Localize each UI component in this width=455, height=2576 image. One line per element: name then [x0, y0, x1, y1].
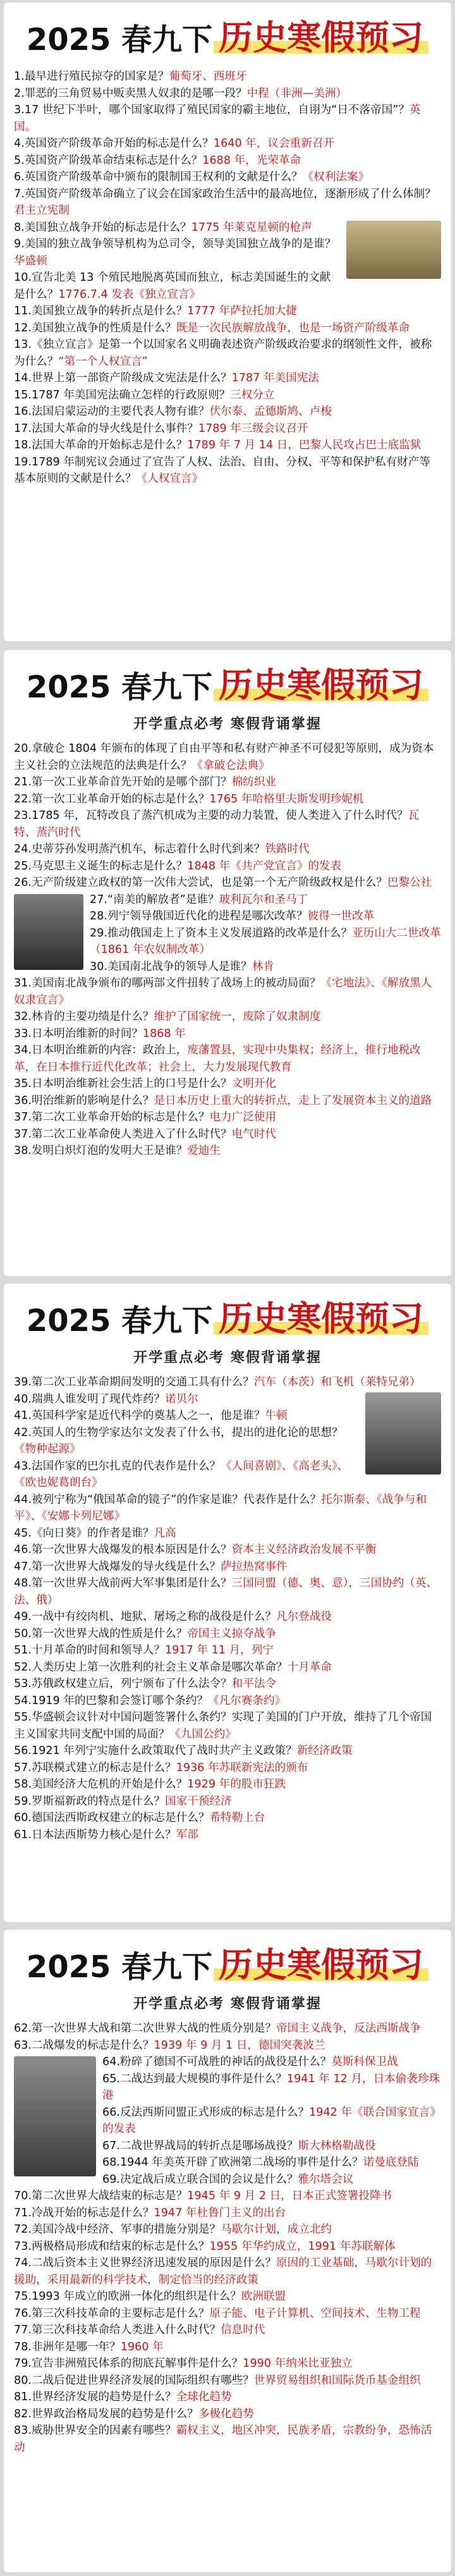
battle-painting-image: [346, 221, 441, 279]
question-text: 3.17 世纪下半叶，哪个国家取得了殖民国家的霸主地位，自诩为“日不落帝国”？: [14, 104, 410, 116]
question-item: [14, 370, 441, 387]
answer-text: 电力广泛使用: [209, 1111, 277, 1124]
question-text: 24.史蒂芬孙发明蒸汽机车，标志着什么时代到来？: [14, 843, 265, 856]
question-text: 1.最早进行殖民掠夺的国家是？: [14, 70, 169, 83]
answer-text: 《人间喜剧》、《高老头》、《欧也妮葛朗台》: [14, 1459, 349, 1489]
answer-text: 资本主义经济政治发展不平衡: [231, 1543, 377, 1556]
answer-text: 希特勒上台: [209, 1812, 265, 1824]
question-item: [14, 1642, 441, 1659]
answer-text: 1776.7.4 发表《独立宣言》: [58, 288, 201, 301]
question-text: 54.1919 年的巴黎和会签订哪个条约？: [14, 1694, 209, 1707]
answer-text: 凡高: [154, 1526, 176, 1540]
question-item: [14, 387, 441, 404]
question-text: 74.二战后资本主义世界经济迅速发展的原因是什么？: [14, 2257, 277, 2269]
answer-text: 1789 年 7 月 14 日，巴黎人民攻占巴士底监狱: [187, 439, 422, 451]
question-item: [14, 1776, 441, 1793]
question-text: 12.美国独立战争的性质是什么？: [14, 321, 176, 334]
answer-text: 君主立宪制: [14, 204, 70, 217]
question-item: [14, 1542, 441, 1559]
question-text: 62.第一次世界大战和第二次世界大战的性质分别是？: [14, 2022, 277, 2035]
page-title: [14, 666, 441, 704]
answer-text: 牛顿: [265, 1409, 288, 1422]
question-text: 25.马克思主义诞生的标志是什么？: [14, 859, 188, 873]
answer-text: 莫斯科保卫战: [331, 2056, 398, 2068]
answer-text: 彼得一世改革: [307, 910, 375, 923]
answer-text: 《物种起源》: [14, 1443, 81, 1456]
question-text: 39.第二次工业革命期间发明的交通工具有什么？: [14, 1376, 254, 1389]
question-item: [14, 420, 441, 438]
question-text: 61.日本法西斯势力核心是什么？: [14, 1828, 176, 1841]
page-title: [14, 1946, 441, 1984]
question-item: [14, 1143, 441, 1160]
question-text: 20.拿破仑 1804 年颁布的体现了自由平等和私有财产神圣不可侵犯等原则，成为资本主义社会的立法规范的法典是什么？: [14, 742, 434, 772]
question-text: 76.第三次科技革命的主要标志是什么？: [14, 2307, 210, 2320]
question-item: [14, 320, 441, 337]
title-year: 2025 春九下: [26, 1303, 213, 1339]
answer-text: 1775 年莱克星顿的枪声: [191, 221, 312, 234]
question-text: 83.威胁世界安全的因素有哪些？: [14, 2424, 176, 2437]
answer-text: 和平法令: [231, 1677, 277, 1690]
question-item: [14, 186, 441, 219]
answer-text: 托尔斯泰、《战争与和平》、《安娜卡列尼娜》: [14, 1493, 427, 1523]
question-item: [14, 2339, 441, 2356]
question-item: [14, 102, 441, 135]
question-item: [14, 1026, 441, 1043]
question-item: [14, 454, 441, 488]
question-text: 6.英国资产阶级革命中颁布的限制国王权利的文献是什么？: [14, 171, 303, 183]
question-text: 57.苏联模式建立的标志是什么？: [14, 1761, 176, 1774]
question-text: 32.林肯的主要功绩是什么？: [14, 1010, 154, 1023]
question-text: 16.法国启蒙运动的主要代表人物有谁？: [14, 405, 210, 418]
question-text: 79.宣告非洲殖民体系的彻底瓦解事件是什么？: [14, 2357, 243, 2370]
question-text: 41.英国科学家是近代科学的奠基人之一，他是谁？: [14, 1409, 265, 1422]
answer-text: 信息时代: [221, 2324, 265, 2336]
question-text: 45.《向日葵》的作者是谁？: [14, 1526, 154, 1540]
answer-text: 1765 年哈格里夫斯发明珍妮机: [209, 792, 364, 806]
title-main: 历史寒假预习: [214, 19, 428, 57]
answer-text: 世界贸易组织和国际货币基金组织: [253, 2374, 421, 2387]
question-item: [14, 403, 441, 420]
answer-text: 玻利瓦尔和圣马丁: [219, 893, 308, 906]
question-text: 13.《独立宣言》是第一个以国家名义明确表述资产阶级政治要求的纲领性文件，被称为什么？: [14, 338, 432, 368]
question-text: 66.反法西斯同盟正式形成的标志是什么？: [102, 2106, 310, 2119]
question-text: 67.二战世界战局的转折点是哪场战役？: [102, 2139, 298, 2152]
question-item: [14, 1693, 441, 1710]
question-text: 58.美国经济大危机的开始是什么？: [14, 1778, 188, 1791]
title-year: 2025 春九下: [26, 670, 213, 705]
question-item: [14, 975, 441, 1009]
question-item: [14, 1810, 441, 1827]
answer-text: 亚历山大二世改革（1861 年农奴制改革）: [90, 926, 441, 956]
question-item: [14, 2020, 441, 2037]
answer-text: 伏尔泰、孟德斯鸠、卢梭: [209, 405, 332, 418]
question-item: [14, 1109, 441, 1126]
question-item: [14, 1126, 441, 1143]
question-list: [14, 2020, 441, 2456]
title-main: 历史寒假预习: [214, 1946, 428, 1984]
answer-text: 中程（非洲—美洲）: [246, 87, 348, 100]
answer-text: 1868 年: [142, 1027, 186, 1040]
question-item: [14, 1709, 441, 1743]
answer-text: 1640 年，议会重新召开: [213, 137, 335, 150]
answer-text: 棉纺织业: [231, 776, 277, 788]
question-item: [14, 2238, 441, 2255]
question-text: 17.法国大革命的导火线是什么事件？: [14, 422, 198, 435]
question-item: [14, 1492, 441, 1525]
question-item: [14, 1559, 441, 1576]
question-item: [14, 1525, 441, 1542]
title-year: 2025 春九下: [26, 1949, 213, 1985]
question-text: 82.世界政治格局发展的趋势是什么？: [14, 2407, 198, 2420]
answer-text: 原子能、电子计算机、空间技术、生物工程: [209, 2307, 421, 2320]
answer-text: 是日本历史上重大的转折点，走上了发展资本主义的道路: [154, 1094, 432, 1107]
question-item: [14, 169, 441, 186]
question-item: [14, 1609, 441, 1626]
answer-text: 1688 年，光荣革命: [202, 154, 301, 167]
question-item: [14, 68, 441, 85]
title-main: 历史寒假预习: [214, 666, 428, 704]
answer-text: 英国。: [14, 104, 421, 133]
question-text: 30.美国南北战争的领导人是谁？: [90, 960, 252, 973]
answer-text: 林肯: [252, 960, 274, 973]
question-text: 23.1785 年，瓦特改良了蒸汽机成为主要的动力装置，使人类进入了什么时代？: [14, 809, 408, 822]
question-item: [14, 85, 441, 102]
question-text: 33.日本明治维新的时间？: [14, 1027, 143, 1040]
answer-text: 《拿破仑法典》: [191, 759, 270, 772]
question-item: [14, 1659, 441, 1676]
question-text: 14.世界上第一部资产阶级成文宪法是什么？: [14, 372, 232, 384]
question-text: 52.人类历史上第一次胜利的社会主义革命是哪次革命？: [14, 1660, 288, 1674]
answer-text: 1945 年 9 月 2 日，日本正式签署投降书: [187, 2190, 392, 2202]
answer-text: 1960 年: [120, 2340, 164, 2353]
answer-text: 军部: [176, 1828, 198, 1841]
answer-text: 帝国主义战争，反法西斯战争: [276, 2022, 421, 2035]
question-text: 71.冷战开始的标志是什么？: [14, 2206, 154, 2219]
question-text: 53.苏俄政权建立后，列宁颁布了什么法令？: [14, 1677, 232, 1690]
war-photo-image: [14, 2056, 96, 2176]
answer-text: 1990 年纳米比亚独立: [243, 2357, 353, 2370]
question-item: [14, 1042, 441, 1076]
question-text: 59.罗斯福新政的特点是什么？: [14, 1794, 166, 1808]
question-text: 27.“南美的解放者”是谁？: [90, 893, 219, 906]
answer-text: 国家干预经济: [165, 1794, 232, 1808]
page-title: [14, 1300, 441, 1338]
answer-text: 三国同盟（德、奥、意），三国协约（英、法、俄）: [14, 1577, 438, 1607]
question-item: [14, 1827, 441, 1844]
question-text: 64.粉碎了德国不可战胜的神话的战役是什么？: [102, 2056, 332, 2068]
question-text: 55.华盛顿会议针对中国问题签署什么条约？实现了美国的门户开放，维持了几个帝国主义国家共同支配中国的局面？: [14, 1711, 432, 1741]
question-item: [14, 1076, 441, 1093]
question-text: 15.1787 年美国宪法确立怎样的行政原则？: [14, 388, 231, 402]
answer-text: 原因的工业基础，马歇尔计划的援助，采用最新的科学技术，制定恰当的经济政策: [14, 2257, 432, 2286]
question-text: 28.列宁领导俄国近代化的进程是哪次改革？: [90, 910, 308, 923]
answer-text: 《凡尔赛条约》: [208, 1694, 286, 1707]
question-text: 19.1789 年制宪议会通过了宣告了人权、法治、自由、分权、平等和保护私有财产等基本原则的文献是什么？: [14, 455, 430, 485]
nobel-portrait-image: [365, 1392, 441, 1475]
question-text: 11.美国独立战争的转折点是什么？: [14, 305, 188, 317]
question-item: [14, 2406, 441, 2423]
question-item: [14, 152, 441, 169]
answer-text: 1936 年苏联新宪法的颁布: [176, 1761, 308, 1774]
question-text: 48.第一次世界大战前两大军事集团是什么？: [14, 1577, 232, 1590]
answer-text: 1777 年萨拉托加大捷: [187, 305, 297, 317]
question-item: [14, 874, 441, 892]
answer-text: 帝国主义掠夺战争: [187, 1627, 277, 1640]
question-text: 38.发明白炽灯泡的发明大王是谁？: [14, 1144, 188, 1157]
answer-text: 汽车（本茨）和飞机（莱特兄弟）: [253, 1376, 421, 1389]
question-text: 72.美国冷战中经济、军事的措施分别是？: [14, 2223, 221, 2236]
answer-text: 凡尔登战役: [276, 1610, 332, 1623]
card-4: [4, 1930, 451, 2572]
answer-text: 《权利法案》: [302, 171, 370, 183]
question-text: 75.1993 年成立的欧洲一体化的组织是什么？: [14, 2290, 241, 2303]
question-item: [14, 1009, 441, 1026]
card-2: [4, 650, 451, 1276]
question-item: [14, 2305, 441, 2322]
question-item: [14, 303, 441, 320]
question-text: 10.宣告北美 13 个殖民地脱离英国而独立，标志美国诞生的文献是什么？: [14, 271, 331, 301]
answer-text: 华盛顿: [14, 254, 47, 267]
answer-text: 斯大林格勒战役: [298, 2139, 376, 2152]
answer-text: 新经济政策: [296, 1745, 353, 1757]
answer-text: 1939 年 9 月 1 日，德国突袭波兰: [154, 2039, 325, 2052]
question-text: 42.英国人的生物学家达尔文发表了什么书，提出的进化论的思想？: [14, 1426, 343, 1439]
question-item: [14, 858, 441, 875]
question-item: [14, 437, 441, 454]
question-text: 22.第一次工业革命开始的标志是什么？: [14, 792, 210, 806]
question-text: 2.罪恶的三角贸易中贩卖黑人奴隶的是哪一段？: [14, 87, 247, 100]
question-text: 31.美国南北战争颁布的哪两部文件扭转了战场上的被动局面？: [14, 977, 321, 990]
question-text: 77.第三次科技革命给人类进入什么时代？: [14, 2324, 221, 2336]
answer-text: 三权分立: [230, 388, 275, 402]
question-text: 73.两极格局形成和结束的标志是什么？: [14, 2240, 210, 2253]
answer-text: 1941 年 12 月，日本偷袭珍珠港: [102, 2072, 440, 2102]
answer-text: 多极化趋势: [198, 2407, 254, 2420]
question-text: 26.无产阶级建立政权的第一次伟大尝试，也是第一个无产阶级政权是什么？: [14, 876, 387, 889]
question-text: 46.第一次世界大战爆发的根本原因是什么？: [14, 1543, 232, 1556]
subtitle: 开学重点必考 寒假背诵掌握: [133, 1996, 322, 2012]
answer-text: 欧洲联盟: [241, 2290, 286, 2303]
answer-text: 葡萄牙、西班牙: [169, 70, 247, 83]
question-item: [14, 1626, 441, 1643]
question-item: [14, 2322, 441, 2339]
answer-text: 巴黎公社: [387, 876, 432, 889]
question-item: [14, 1093, 441, 1110]
question-text: 37.第二次工业革命开始的标志是什么？: [14, 1111, 210, 1124]
question-item: [14, 2288, 441, 2305]
question-text: 50.第一次世界大战的性质是什么？: [14, 1627, 188, 1640]
answer-text: 十月革命: [287, 1660, 332, 1674]
question-text: 43.法国作家的巴尔扎克的代表作是什么？: [14, 1459, 221, 1473]
answer-text: 1929 年的股市狂跌: [187, 1778, 286, 1791]
title-year: 2025 春九下: [26, 22, 213, 58]
question-text: 35.日本明治维新社会生活上的口号是什么？: [14, 1077, 232, 1090]
subtitle: 开学重点必考 寒假背诵掌握: [133, 1349, 322, 1366]
answer-text: 《人权宣言》: [136, 472, 203, 485]
question-item: [14, 1760, 441, 1777]
question-text: 80.二战后促进世界经济发展的国际组织有哪些？: [14, 2374, 254, 2387]
question-item: [14, 1374, 441, 1391]
question-text: 37.第二次工业革命使人类进入了什么时代？: [14, 1127, 232, 1141]
question-item: [14, 1793, 441, 1810]
answer-text: 1848 年《共产党宣言》的发表: [187, 859, 342, 873]
answer-text: 全球化趋势: [176, 2391, 232, 2403]
answer-text: 电气时代: [231, 1127, 277, 1141]
answer-text: 诺曼底登陆: [363, 2156, 419, 2169]
answer-text: 维护了国家统一，废除了奴隶制度: [154, 1010, 321, 1023]
question-item: [14, 807, 441, 841]
answer-text: 霸权主义，地区冲突，民族矛盾，宗教纷争，恐怖活动: [14, 2424, 432, 2454]
question-item: [14, 2422, 441, 2456]
lincoln-portrait-image: [14, 894, 83, 970]
question-text: 21.第一次工业革命首先开始的是哪个部门？: [14, 776, 232, 788]
question-item: [14, 2389, 441, 2406]
question-text: 81.世界经济发展的趋势是什么？: [14, 2391, 176, 2403]
answer-text: 《九国公约》: [169, 1727, 236, 1741]
question-item: [14, 791, 441, 808]
answer-text: 文明开化: [231, 1077, 277, 1090]
question-text: 40.瑞典人谁发明了现代炸药？: [14, 1392, 166, 1406]
answer-text: 马歇尔计划，成立北约: [221, 2223, 332, 2236]
title-main: 历史寒假预习: [214, 1300, 428, 1338]
question-text: 44.被列宁称为“俄国革命的镜子”的作家是谁？代表作是什么？: [14, 1493, 322, 1506]
question-item: [14, 2188, 441, 2205]
page-title: [14, 19, 441, 57]
answer-text: 雅尔塔会议: [298, 2173, 354, 2186]
question-text: 49.一战中有绞肉机、地狱、屠场之称的战役是什么？: [14, 1610, 277, 1623]
question-text: 68.1944 年美英开辟了欧洲第二战场的事件是什么？: [102, 2156, 363, 2169]
answer-text: 既是一次民族解放战争，也是一场资产阶级革命: [176, 321, 410, 334]
answer-text: 废藩置县，实现中央集权；经济上，推行地税改革，在日本推行近代化改革；社会上，大力发展现代教育: [14, 1044, 421, 1074]
answer-text: 《宅地法》、《解放黑人奴隶宣言》: [14, 977, 432, 1007]
question-text: 78.非洲年是哪一年？: [14, 2340, 121, 2353]
answer-text: 萨拉热窝事件: [221, 1560, 288, 1573]
question-item: [14, 841, 441, 858]
card-3: [4, 1284, 451, 1922]
answer-text: 1917 年 11 月，列宁: [165, 1644, 274, 1657]
question-item: [14, 336, 441, 370]
answer-text: 1789 年三级会议召开: [198, 422, 308, 435]
question-item: [14, 774, 441, 791]
question-item: [14, 2205, 441, 2222]
question-item: [14, 135, 441, 152]
question-text: 36.明治维新的影响是什么？: [14, 1094, 154, 1107]
answer-text: “第一个人权宣言”: [58, 355, 148, 368]
question-text: 70.第二次世界大战结束的标志是？: [14, 2190, 188, 2202]
answer-text: 1955 年华约成立，1991 年苏联解体: [209, 2240, 396, 2253]
card-1: [4, 3, 451, 641]
question-text: 34.日本明治维新的内容：政治上，: [14, 1044, 188, 1057]
subtitle: 开学重点必考 寒假背诵掌握: [133, 716, 322, 732]
question-list: [14, 740, 441, 1160]
answer-text: 瓦特、蒸汽时代: [14, 809, 420, 839]
question-item: [14, 2372, 441, 2389]
question-text: 4.英国资产阶级革命开始的标志是什么？: [14, 137, 214, 150]
question-text: 63.二战爆发的标志是什么？: [14, 2039, 154, 2052]
question-text: 51.十月革命的时间和领导人？: [14, 1644, 166, 1657]
question-item: [14, 2221, 441, 2238]
answer-text: 诺贝尔: [165, 1392, 198, 1406]
question-text: 5.英国资产阶级革命结束标志是什么？: [14, 154, 203, 167]
answer-text: 1947 年杜鲁门主义的出台: [154, 2206, 286, 2219]
question-item: [14, 1575, 441, 1609]
answer-text: 1787 年美国宪法: [231, 372, 320, 384]
question-text: 7.英国资产阶级革命确立了议会在国家政治生活中的最高地位，逐渐形成了什么体制？: [14, 187, 436, 200]
question-text: 47.第一次世界大战爆发的导火线是什么？: [14, 1560, 221, 1573]
question-item: [14, 2255, 441, 2288]
question-item: [14, 1743, 441, 1760]
answer-text: 1942 年《联合国家宣言》的发表: [102, 2106, 441, 2135]
question-item: [14, 2355, 441, 2372]
question-item: [14, 1676, 441, 1693]
question-item: [14, 2037, 441, 2054]
question-text: 18.法国大革命的开始标志是什么？: [14, 439, 188, 451]
question-text: 60.德国法西斯政权建立的标志是什么？: [14, 1812, 210, 1824]
answer-text: 铁路时代: [265, 843, 310, 856]
question-text: 56.1921 年列宁实施什么政策取代了战时共产主义政策？: [14, 1745, 297, 1757]
question-text: 69.决定战后成立联合国的会议是什么？: [102, 2173, 298, 2186]
question-text: 9.美国的独立战争领导机构为总司令，领导美国独立战争的是谁？: [14, 238, 336, 250]
question-list: [14, 1374, 441, 1843]
answer-text: 爱迪生: [187, 1144, 221, 1157]
question-text: 8.美国独立战争开始的标志是什么？: [14, 221, 191, 234]
question-list: [14, 68, 441, 488]
question-text: 65.二战达到最大规模的事件是什么？: [102, 2072, 287, 2085]
question-item: [14, 740, 441, 774]
question-text: 29.推动俄国走上了资本主义发展道路的改革是什么？: [90, 926, 353, 940]
